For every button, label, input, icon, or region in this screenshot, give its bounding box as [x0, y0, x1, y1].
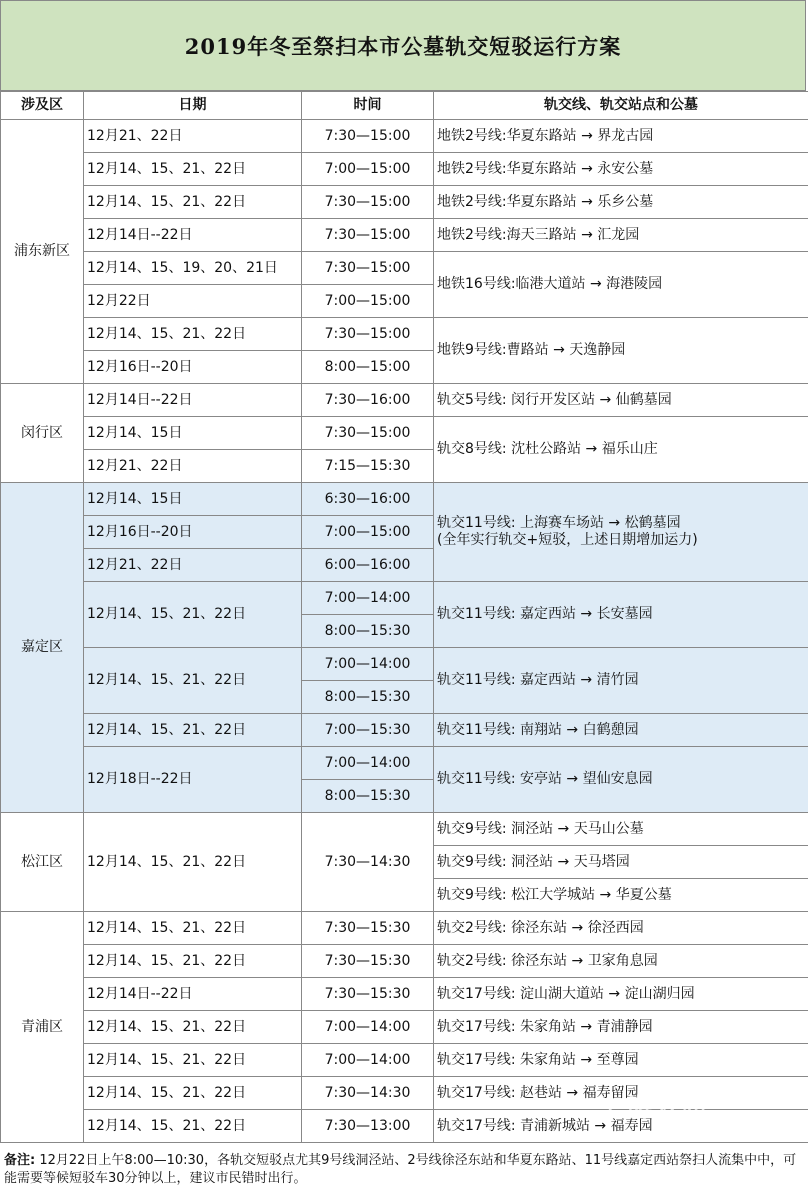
time-cell: 7:30—15:00 [302, 120, 434, 153]
date-cell: 12月21、22日 [84, 450, 302, 483]
district-songjiang: 松江区 [1, 813, 84, 912]
date-cell: 12月14、15、21、22日 [84, 1110, 302, 1143]
time-cell: 7:30—15:30 [302, 978, 434, 1011]
route-cell: 地铁9号线:曹路站 → 天逸静园 [434, 318, 808, 384]
route-cell: 轨交11号线: 嘉定西站 → 清竹园 [434, 648, 808, 714]
table-row [1, 318, 808, 351]
route-cell: 轨交11号线: 安亭站 → 望仙安息园 [434, 747, 808, 813]
date-cell: 12月14、15日 [84, 417, 302, 450]
time-cell: 7:30—14:30 [302, 1077, 434, 1110]
schedule-table [0, 91, 808, 1143]
route-cell: 轨交17号线: 朱家角站 → 青浦静园 [434, 1011, 808, 1044]
date-cell: 12月14、15、21、22日 [84, 714, 302, 747]
date-cell: 12月14、15、21、22日 [84, 813, 302, 912]
time-cell: 7:30—15:30 [302, 912, 434, 945]
table-row [1, 153, 808, 186]
district-pudong: 浦东新区 [1, 120, 84, 384]
table-row [1, 384, 808, 417]
route-cell: 轨交5号线: 闵行开发区站 → 仙鹤墓园 [434, 384, 808, 417]
route-cell: 轨交9号线: 洞泾站 → 天马山公墓 [434, 813, 808, 846]
route-cell: 轨交9号线: 洞泾站 → 天马塔园 [434, 846, 808, 879]
page-title: 2019年冬至祭扫本市公墓轨交短驳运行方案 [0, 0, 806, 91]
table-row [1, 1011, 808, 1044]
watermark: 上海发布 [598, 1094, 711, 1124]
date-cell: 12月14、15、21、22日 [84, 1044, 302, 1077]
time-cell: 7:30—13:00 [302, 1110, 434, 1143]
header-time: 时间 [302, 92, 434, 120]
route-cell: 轨交9号线: 松江大学城站 → 华夏公墓 [434, 879, 808, 912]
table-row [1, 1044, 808, 1077]
time-cell: 7:00—15:00 [302, 285, 434, 318]
table-row [1, 417, 808, 450]
time-cell: 8:00—15:00 [302, 351, 434, 384]
date-cell: 12月14、15、21、22日 [84, 945, 302, 978]
time-cell: 8:00—15:30 [302, 780, 434, 813]
route-cell: 轨交17号线: 淀山湖大道站 → 淀山湖归园 [434, 978, 808, 1011]
route-cell: 轨交17号线: 朱家角站 → 至尊园 [434, 1044, 808, 1077]
table-row [1, 186, 808, 219]
time-cell: 6:00—16:00 [302, 549, 434, 582]
table-row [1, 747, 808, 780]
date-cell: 12月14日--22日 [84, 384, 302, 417]
time-cell: 7:00—14:00 [302, 648, 434, 681]
route-cell: 轨交2号线: 徐泾东站 → 卫家角息园 [434, 945, 808, 978]
header-date: 日期 [84, 92, 302, 120]
time-cell: 7:00—15:00 [302, 516, 434, 549]
header-row [1, 92, 808, 120]
route-line: 轨交11号线: 上海赛车场站 → 松鹤墓园 [437, 515, 681, 531]
time-cell: 7:15—15:30 [302, 450, 434, 483]
table-row [1, 978, 808, 1011]
time-cell: 7:00—15:30 [302, 714, 434, 747]
date-cell: 12月16日--20日 [84, 351, 302, 384]
time-cell: 7:00—14:00 [302, 747, 434, 780]
route-cell: 地铁16号线:临港大道站 → 海港陵园 [434, 252, 808, 318]
date-cell: 12月14、15、19、20、21日 [84, 252, 302, 285]
header-route: 轨交线、轨交站点和公墓 [434, 92, 808, 120]
table-row [1, 912, 808, 945]
table-row [1, 219, 808, 252]
date-cell: 12月14、15、21、22日 [84, 912, 302, 945]
date-cell: 12月16日--20日 [84, 516, 302, 549]
route-cell: 轨交17号线: 赵巷站 → 福寿留园 [434, 1077, 808, 1110]
route-cell: 轨交11号线: 嘉定西站 → 长安墓园 [434, 582, 808, 648]
date-cell: 12月21、22日 [84, 549, 302, 582]
district-jiading: 嘉定区 [1, 483, 84, 813]
district-minhang: 闵行区 [1, 384, 84, 483]
time-cell: 7:30—15:00 [302, 417, 434, 450]
route-cell: 轨交8号线: 沈杜公路站 → 福乐山庄 [434, 417, 808, 483]
date-cell: 12月14日--22日 [84, 978, 302, 1011]
route-cell: 地铁2号线:华夏东路站 → 永安公墓 [434, 153, 808, 186]
time-cell: 8:00—15:30 [302, 681, 434, 714]
date-cell: 12月18日--22日 [84, 747, 302, 813]
date-cell: 12月22日 [84, 285, 302, 318]
date-cell: 12月14、15日 [84, 483, 302, 516]
time-cell: 7:00—14:00 [302, 582, 434, 615]
table-row [1, 483, 808, 516]
time-cell: 7:30—16:00 [302, 384, 434, 417]
date-cell: 12月21、22日 [84, 120, 302, 153]
time-cell: 7:30—15:00 [302, 186, 434, 219]
route-cell: 轨交17号线: 青浦新城站 → 福寿园 [434, 1110, 808, 1143]
date-cell: 12月14、15、21、22日 [84, 648, 302, 714]
route-cell: 地铁2号线:华夏东路站 → 界龙古园 [434, 120, 808, 153]
time-cell: 7:00—15:00 [302, 153, 434, 186]
route-remark: (全年实行轨交+短驳，上述日期增加运力) [437, 532, 698, 548]
table-row [1, 945, 808, 978]
date-cell: 12月14日--22日 [84, 219, 302, 252]
route-cell: 轨交2号线: 徐泾东站 → 徐泾西园 [434, 912, 808, 945]
table-row [1, 714, 808, 747]
date-cell: 12月14、15、21、22日 [84, 1077, 302, 1110]
time-cell: 6:30—16:00 [302, 483, 434, 516]
time-cell: 7:30—15:00 [302, 219, 434, 252]
time-cell: 7:30—15:00 [302, 252, 434, 285]
table-row [1, 813, 808, 846]
footnote [4, 1152, 804, 1188]
time-cell: 8:00—15:30 [302, 615, 434, 648]
time-cell: 7:30—14:30 [302, 813, 434, 912]
time-cell: 7:00—14:00 [302, 1044, 434, 1077]
date-cell: 12月14、15、21、22日 [84, 153, 302, 186]
time-cell: 7:00—14:00 [302, 1011, 434, 1044]
district-qingpu: 青浦区 [1, 912, 84, 1143]
time-cell: 7:30—15:00 [302, 318, 434, 351]
date-cell: 12月14、15、21、22日 [84, 186, 302, 219]
footnote-label: 备注: [4, 1153, 36, 1168]
table-row [1, 120, 808, 153]
table-row [1, 582, 808, 615]
footnote-text: 12月22日上午8:00—10:30，各轨交短驳点尤其9号线洞泾站、2号线徐泾东站和华夏东路站、11号线嘉定西站祭扫人流集中中，可能需要等候短驳车30分钟以上，建议市民错时出行。 [4, 1153, 797, 1186]
route-cell: 地铁2号线:海天三路站 → 汇龙园 [434, 219, 808, 252]
header-district: 涉及区 [1, 92, 84, 120]
date-cell: 12月14、15、21、22日 [84, 1011, 302, 1044]
table-row [1, 648, 808, 681]
date-cell: 12月14、15、21、22日 [84, 318, 302, 351]
route-cell: 轨交11号线: 南翔站 → 白鹤憩园 [434, 714, 808, 747]
route-cell [434, 483, 808, 582]
date-cell: 12月14、15、21、22日 [84, 582, 302, 648]
time-cell: 7:30—15:30 [302, 945, 434, 978]
table-row [1, 252, 808, 285]
route-cell: 地铁2号线:华夏东路站 → 乐乡公墓 [434, 186, 808, 219]
